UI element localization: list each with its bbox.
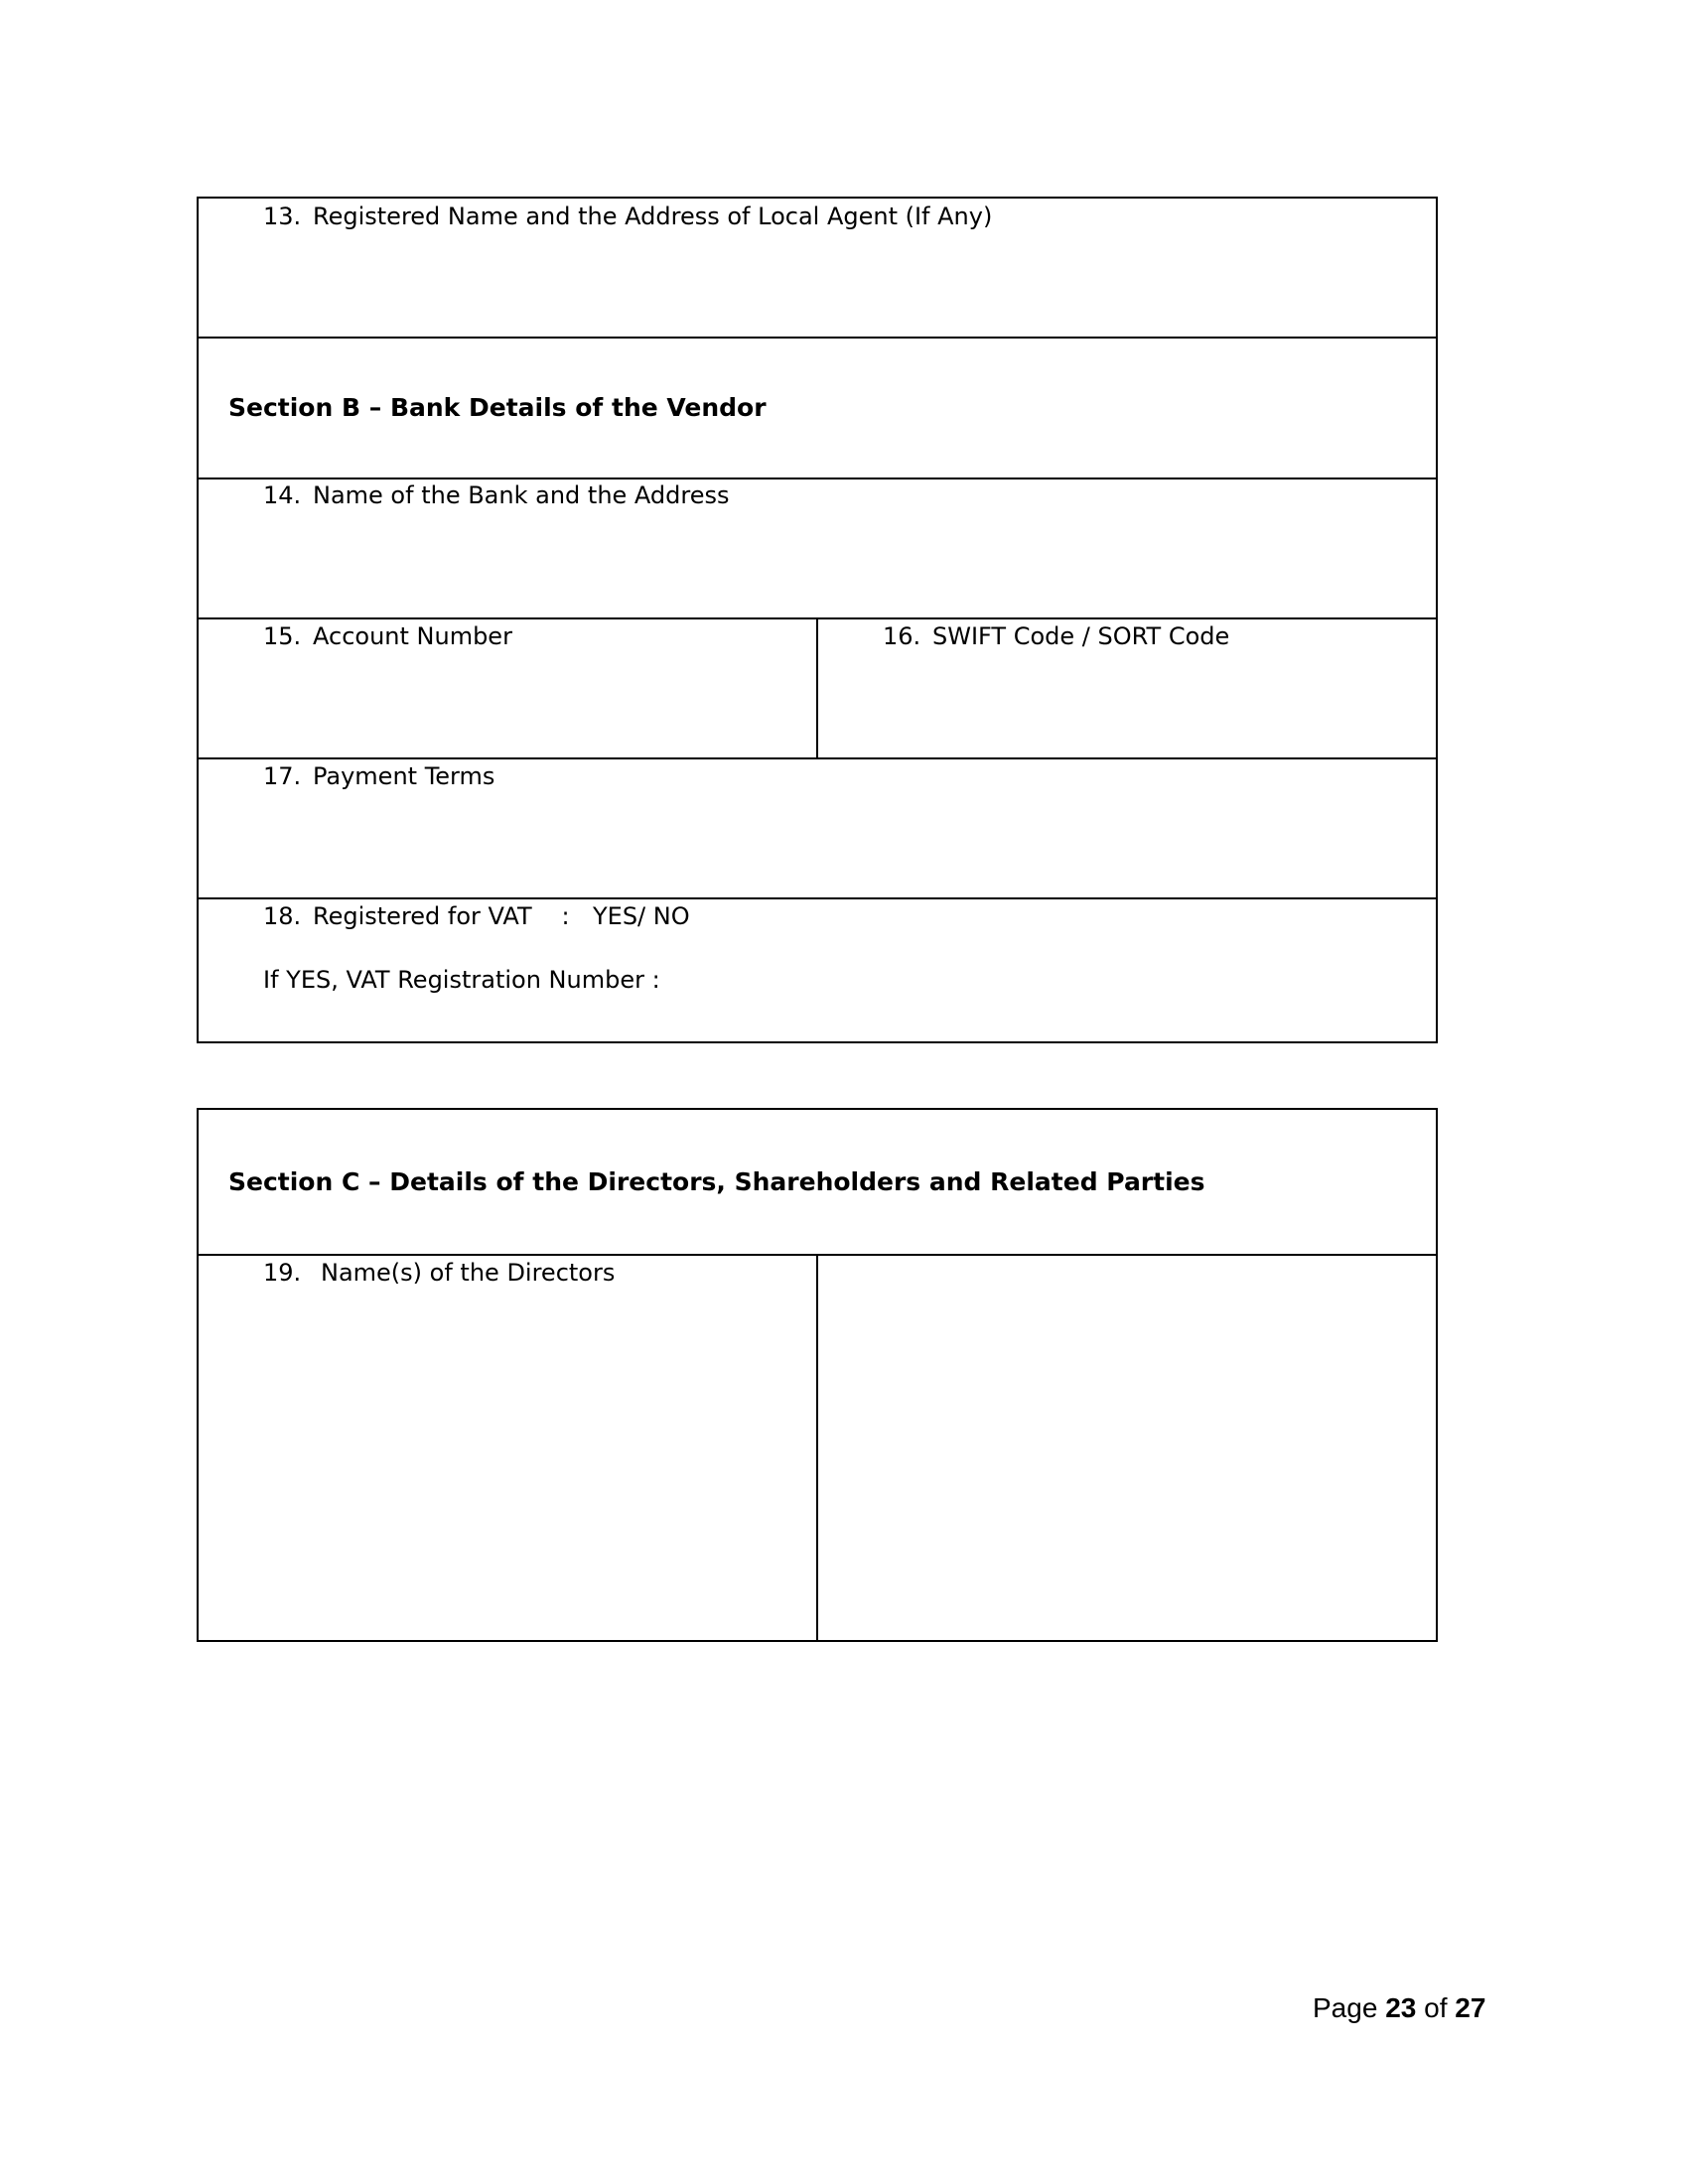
of-word: of — [1424, 1992, 1448, 2023]
field-16-swift-sort-code[interactable] — [883, 621, 1229, 651]
field-19-entry-area[interactable] — [820, 1258, 1434, 1639]
field-18-yes-no-options[interactable]: YES/ NO — [593, 902, 690, 930]
field-19-directors-names[interactable] — [263, 1258, 615, 1288]
field-16-number: 16. — [883, 622, 921, 650]
page-number — [1313, 1992, 1485, 2024]
vat-registration-number-label: If YES, VAT Registration Number : — [263, 966, 660, 994]
field-13-registered-local-agent[interactable] — [263, 202, 992, 231]
vat-registration-number-field[interactable] — [263, 965, 660, 995]
field-14-label: Name of the Bank and the Address — [313, 481, 730, 509]
field-16-label: SWIFT Code / SORT Code — [932, 622, 1230, 650]
field-18-registered-for-vat[interactable] — [263, 901, 690, 931]
field-15-label: Account Number — [313, 622, 512, 650]
field-17-number: 17. — [263, 762, 302, 790]
page-word: Page — [1313, 1992, 1378, 2023]
field-13-number: 13. — [263, 203, 302, 230]
field-18-label: Registered for VAT — [313, 902, 532, 930]
row-divider — [197, 337, 1438, 339]
field-15-account-number[interactable] — [263, 621, 512, 651]
section-b-title: Section B – Bank Details of the Vendor — [228, 393, 767, 422]
field-18-separator: : — [561, 902, 570, 930]
field-18-number: 18. — [263, 902, 302, 930]
field-19-number: 19. — [263, 1259, 302, 1287]
field-14-number: 14. — [263, 481, 302, 509]
field-19-label: Name(s) of the Directors — [321, 1259, 616, 1287]
field-17-label: Payment Terms — [313, 762, 495, 790]
section-c-title: Section C – Details of the Directors, Shareholders and Related Parties — [228, 1167, 1205, 1196]
total-pages: 27 — [1455, 1992, 1486, 2023]
field-17-payment-terms[interactable] — [263, 761, 494, 791]
row-divider — [197, 897, 1438, 899]
row-divider — [197, 478, 1438, 479]
column-divider — [816, 1254, 818, 1641]
field-13-label: Registered Name and the Address of Local Agent (If Any) — [313, 203, 993, 230]
field-14-bank-name-address[interactable] — [263, 480, 730, 510]
field-15-number: 15. — [263, 622, 302, 650]
column-divider — [816, 617, 818, 758]
current-page: 23 — [1385, 1992, 1417, 2023]
